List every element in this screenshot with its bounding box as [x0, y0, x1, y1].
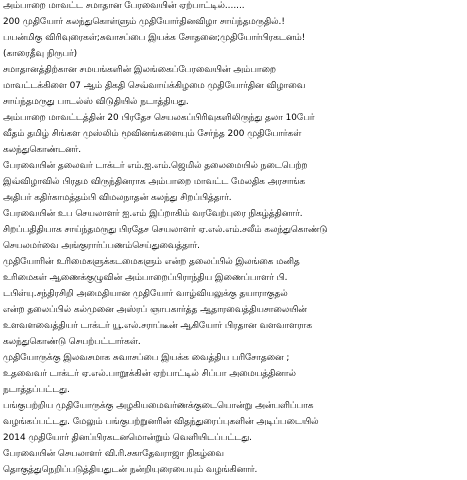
body-line: டபிள்யு.சந்திரசிறி அமைதியான முதியோர் வாழ்வியலுக்கு தயாராகுதல்	[3, 289, 288, 299]
body-line: பேரவையின் தலைவர் டாக்டர் எம்.ஐ.எம்.ஜெமில் தலைமையில் நடைபெற்ற	[3, 161, 308, 171]
body-line: சமாதானத்திற்கான சமயங்களின் இலங்கைப்பேரவையின் அம்பாறை	[3, 65, 276, 75]
body-line: உளவளவைத்தியர் டாக்டர் யூ.எல்.சராப்டீன் ஆகியோர் பிரதான வளவாளராக	[3, 321, 312, 331]
body-line: உதவைவர் டாக்டர் ஏ.எல்.பாறூக்கின் ஏற்பாட்டில் சிப்பா அமையத்தினால்	[3, 369, 296, 379]
body-line: பங்குபற்றிய முதியோருக்கு அழகியமைவர்ணக்குடையொன்று அன்பளிப்பாக	[3, 401, 314, 411]
body-line: 2014 முதியோர் தினப்பிரகடனமொன்றும் வெளியிடப்பட்டது.	[3, 433, 252, 443]
body-line: பேரவையின் உப செயலாளர் ஐ.எம் இப்றாகிம் வரவேற்புரை நிகழ்த்தினார்.	[3, 209, 303, 219]
body-line: உரிமைகள் ஆணைக்குழுவின் அம்பாறைப்பிராந்திய இணைப்பாளர் பி.	[3, 273, 288, 283]
body-line: கலந்துகொண்டனர்.	[3, 145, 82, 155]
body-line: என்ற தலைப்பில் கல்முனை அஸ்ரப் ஞாபகார்த்த ஆதாரவைத்தியசாலையின்	[3, 305, 307, 315]
body-line: அம்பாறை மாவட்டத்தின் 20 பிரதேச செயலகப்பிரிவுகளிலிருந்து தலா 10பேர்	[3, 113, 315, 123]
body-line: வழங்கப்பட்டது. மேலும் பங்குபற்றுனரின் விதந்துரைப்புகளின் அடிப்படையில்	[3, 417, 319, 427]
body-line: நடாத்தப்பட்டது.	[3, 385, 70, 395]
body-line: பேரவையின் செயலாளர் வி.ரி.சகாதேவராஜா நிகழ்வை	[3, 449, 224, 459]
headline-line-1: அம்பாறை மாவட்ட சமாதான பேரவையின் ஏற்பாட்டில்.......	[3, 1, 245, 11]
body-line: அதிபர் கதிர்காமத்தம்பி விமலநாதன் கலந்து சிறப்பித்தார்.	[3, 193, 232, 203]
body-line: வீதம் தமிழ் சிங்கள முஸ்லிம் மூவினங்களையும் சேர்ந்த 200 முதியோர்கள்	[3, 129, 302, 139]
body-line: மாவட்டக்கிளை 07 ஆம் திகதி செவ்வாய்க்கிழமை முதியோர்தின விழாவை	[3, 81, 306, 91]
subheadline-line: பயன்மிகு விரிவுரைகள்;சுவாசப்பை இயக்க சோதனை;முதியோர்பிரகடனம்!	[3, 33, 306, 43]
body-line: இவ்விழாவில் பிரதம விருந்தினராக அம்பாறை மாவட்ட மேலதிக அரசாங்க	[3, 177, 306, 187]
body-line: முதியோரின் உரிமைகளுக்கடமைகளும் என்ற தலைப்பில் இலங்கை மனித	[3, 257, 300, 267]
byline: (காரைதீவு நிருபர்)	[3, 49, 78, 59]
body-line: முதியோருக்கு இலவசமாக சுவாசப்பை இயக்க வைத்திய பரிசோதனை ;	[3, 353, 290, 363]
headline-line-2: 200 முதியோர் கலந்துகொள்ளும் முதியோர்தினவிழா சாய்ந்தமருதில்.!	[3, 17, 285, 27]
body-line: செயலமர்வை அங்குரார்ப்பணம்செய்துவைத்தார்.	[3, 241, 200, 251]
body-line: சிறப்பதிதியாக சாய்ந்தமருது பிரதேச செயலாளர் ஏ.எல்.எம்.சலீம் கலந்துகொண்டு	[3, 225, 328, 235]
body-line: கலந்துகொண்டு செயற்பட்டார்கள்.	[3, 337, 141, 347]
body-line: தொகுத்துநெறிப்படுத்தியதுடன் நன்றியுரையையும் வழங்கினார்.	[3, 465, 258, 475]
body-line: சாய்ந்தமருது பாடல்ஸ் விடுதியில் நடாத்தியது.	[3, 97, 189, 107]
